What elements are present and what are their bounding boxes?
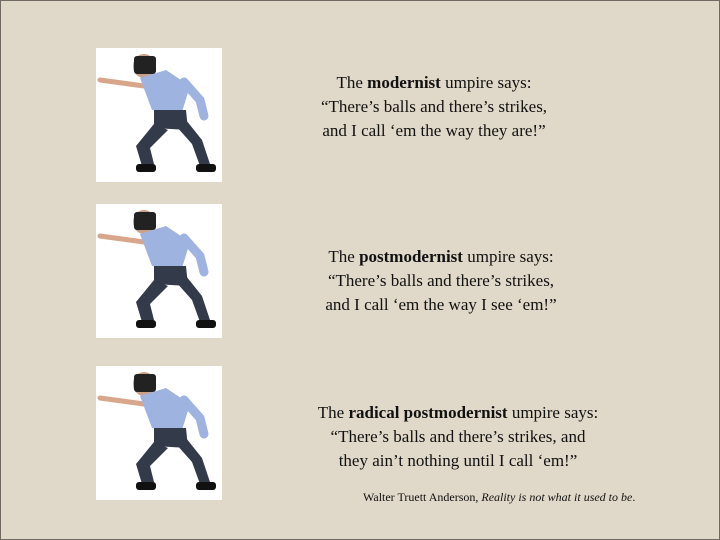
quote-radical-postmodernist	[283, 401, 633, 473]
citation	[363, 490, 635, 505]
citation-end: .	[632, 490, 636, 504]
umpire-figure-2	[96, 204, 222, 338]
quote-line: “There’s balls and there’s strikes,	[327, 271, 555, 290]
quote-line: they ain’t nothing until I call ‘em!”	[338, 451, 578, 470]
quote-says: umpire says:	[440, 73, 532, 92]
quote-line: “There’s balls and there’s strikes, and	[330, 427, 586, 446]
umpire-figure-3	[96, 366, 222, 500]
umpire-type: radical postmodernist	[348, 403, 508, 422]
quote-line: and I call ‘em the way they are!”	[322, 121, 546, 140]
quote-lead: The	[336, 73, 368, 92]
umpire-photo-3	[96, 366, 222, 500]
umpire-photo-2	[96, 204, 222, 338]
quote-lead: The	[317, 403, 349, 422]
quote-modernist	[299, 71, 569, 143]
umpire-type: postmodernist	[359, 247, 463, 266]
quote-line: “There’s balls and there’s strikes,	[320, 97, 548, 116]
umpire-figure-1	[96, 48, 222, 182]
quote-postmodernist	[293, 245, 589, 317]
quote-line: and I call ‘em the way I see ‘em!”	[325, 295, 557, 314]
quote-lead: The	[328, 247, 360, 266]
quote-says: umpire says:	[507, 403, 599, 422]
citation-author: Walter Truett Anderson,	[363, 490, 482, 504]
quote-says: umpire says:	[462, 247, 554, 266]
umpire-photo-1	[96, 48, 222, 182]
umpire-type: modernist	[367, 73, 441, 92]
citation-title: Reality is not what it used to be	[481, 490, 633, 504]
